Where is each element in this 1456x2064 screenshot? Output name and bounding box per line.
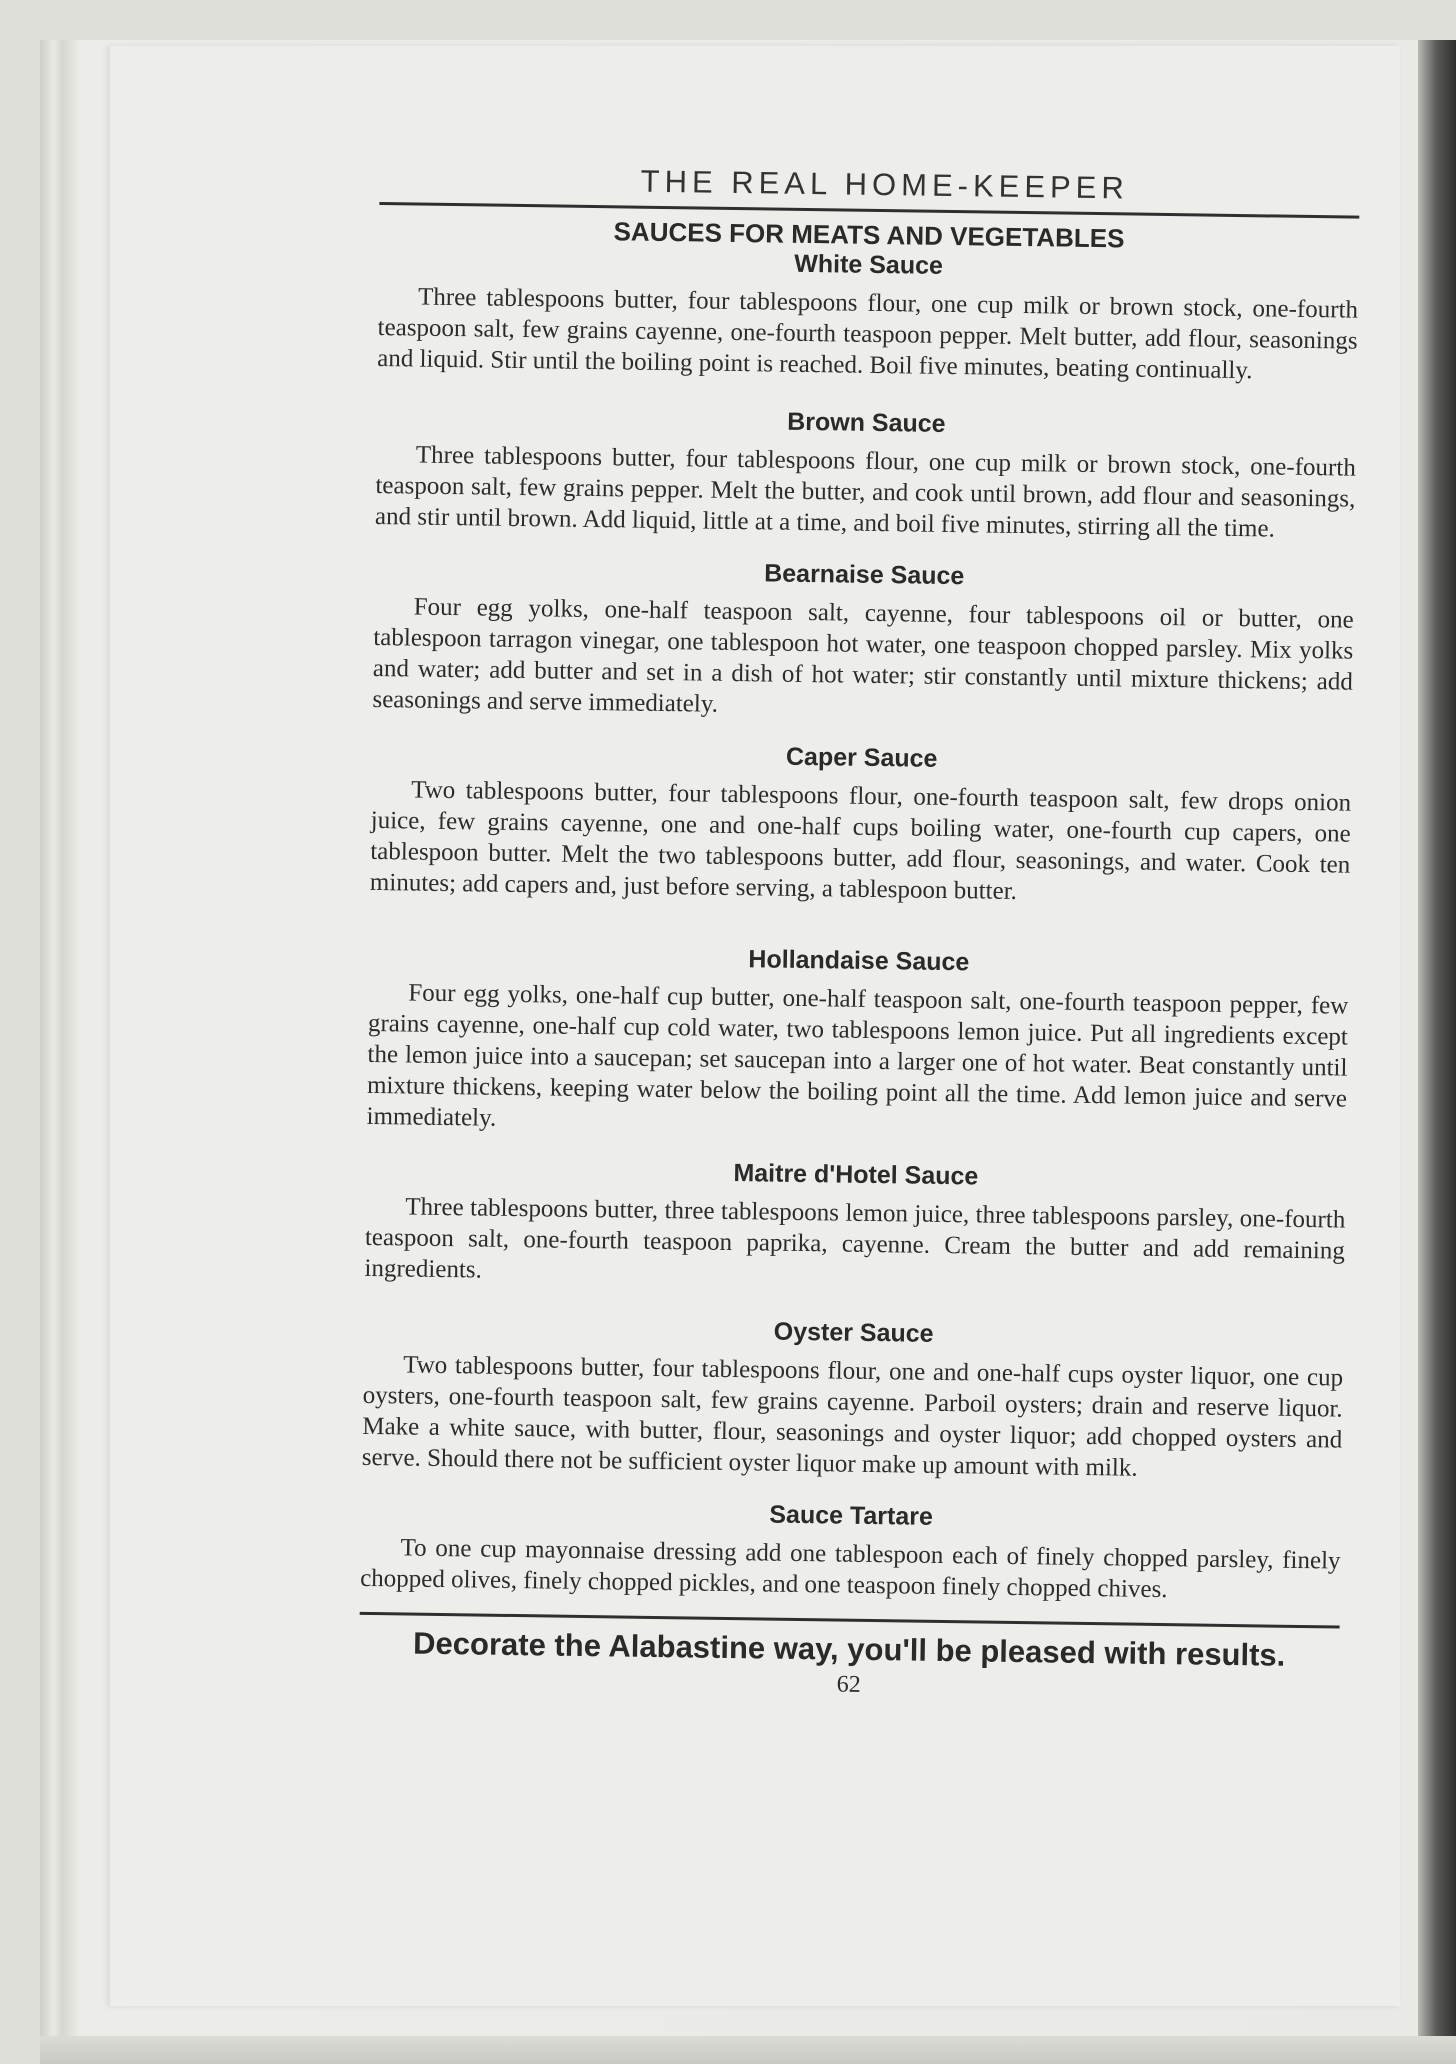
- recipe-oyster-sauce: [362, 1312, 1344, 1487]
- recipe-title: Hollandaise Sauce: [748, 945, 970, 977]
- recipe-body: To one cup mayonnaise dressing add one tablespoon each of finely chopped parsley, finely chopped olives, finely chopped pickles, and one teaspoon finely chopped chives.: [360, 1534, 1341, 1604]
- recipe-body: Three tablespoons butter, three tablespoons lemon juice, three tablespoons parsley, one-fourth teaspoon salt, one-fourth teaspoon paprika, cayenne. Cream the butter and add remaining ingredients.: [364, 1193, 1346, 1284]
- recipe-body: Two tablespoons butter, four tablespoons flour, one-fourth teaspoon salt, few drops onion juice, few grains cayenne, one and one-half cups boiling water, one-fourth cup capers, one tablespoon butter. Melt the two tablespoons butter, add flour, seasonings, and water. Cook ten minutes; add capers and, just before serving, a tablespoon butter.: [369, 776, 1352, 905]
- recipe-maitre-d-hotel-sauce: [364, 1154, 1346, 1298]
- recipe-title: Brown Sauce: [787, 407, 946, 438]
- page-number: 62: [836, 1671, 861, 1698]
- recipe-sauce-tartare: [360, 1495, 1341, 1608]
- recipe-title: Maitre d'Hotel Sauce: [733, 1159, 979, 1191]
- recipe-body: Three tablespoons butter, four tablespoons flour, one cup milk or brown stock, one-fourth teaspoon salt, few grains cayenne, one-fourth teaspoon pepper. Melt butter, add flour, seasonings and liquid. Stir until the boiling point is reached. Boil five minutes, beating continually.: [377, 283, 1359, 385]
- recipe-body: Four egg yolks, one-half cup butter, one-half teaspoon salt, one-fourth teaspoon pepper, few grains cayenne, one-half cup cold water, two tablespoons lemon juice. Put all ingredients except the lemon juice into a saucepan; set saucepan into a larger one of hot water. Beat constantly until mixture thickens, keeping water below the boiling point all the time. Add lemon juice and serve immediately.: [366, 979, 1349, 1132]
- recipe-brown-sauce: [375, 402, 1357, 546]
- recipe-title: Bearnaise Sauce: [764, 559, 965, 591]
- recipe-body: Two tablespoons butter, four tablespoons flour, one and one-half cups oyster liquor, one cup oysters, one-fourth teaspoon salt, few grains cayenne. Parboil oysters; drain and reserve liquor. Make a white sauce, with butter, flour, seasonings and oyster liquor; add chopped oysters and serve. Should there not be sufficient oyster liquor make up amount with milk.: [361, 1351, 1344, 1482]
- footer-slogan: Decorate the Alabastine way, you'll be pleased with results.: [412, 1625, 1286, 1673]
- recipe-title: Oyster Sauce: [773, 1317, 934, 1348]
- chapter-title: SAUCES FOR MEATS AND VEGETABLES: [613, 216, 1125, 254]
- recipe-caper-sauce: [370, 737, 1352, 912]
- recipe-hollandaise-sauce: [366, 940, 1349, 1146]
- recipe-bearnaise-sauce: [372, 554, 1354, 729]
- recipe-body: Four egg yolks, one-half teaspoon salt, cayenne, four tablespoons oil or butter, one tablespoon tarragon vinegar, one tablespoon hot water, one teaspoon chopped parsley. Mix yolks and water; add butter and set in a dish of hot water; stir constantly until mixture thickens; add seasonings and serve immediately.: [372, 593, 1354, 718]
- recipe-title: Sauce Tartare: [769, 1500, 934, 1531]
- recipe-white-sauce: [377, 244, 1359, 388]
- running-head: THE REAL HOME-KEEPER: [640, 163, 1130, 206]
- recipe-body: Three tablespoons butter, four tablespoons flour, one cup milk or brown stock, one-fourth teaspoon salt, few grains pepper. Melt the butter, and cook until brown, add flour and seasonings, and stir until brown. Add liquid, little at a time, and boil five minutes, stirring all the time.: [374, 441, 1356, 543]
- recipe-title: Caper Sauce: [785, 742, 938, 773]
- page-content: [355, 160, 1360, 1974]
- bottom-page-edges: [40, 2036, 1456, 2064]
- recipe-title: White Sauce: [794, 249, 944, 280]
- right-binding-shadow: [1418, 40, 1456, 2064]
